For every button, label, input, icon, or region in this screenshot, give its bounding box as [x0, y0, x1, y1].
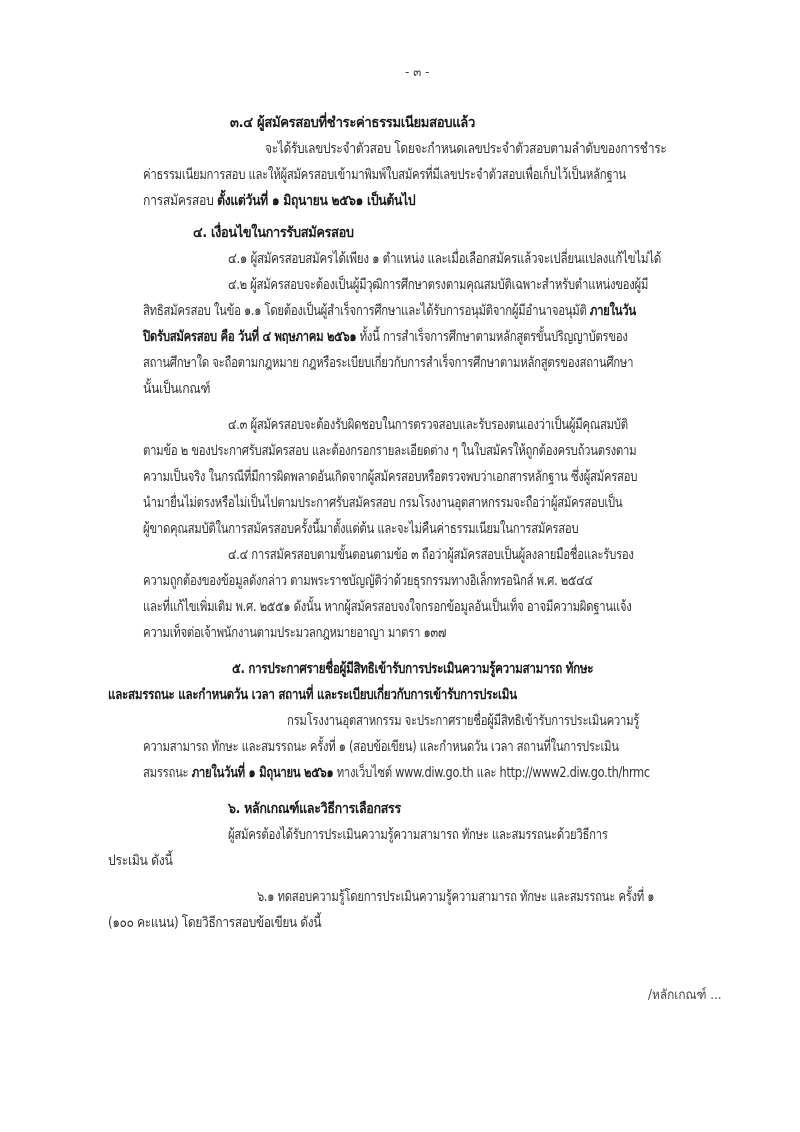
section-5-text: สมรรถนะ — [143, 765, 192, 781]
section-5-body: กรมโรงงานอุตสาหกรรม จะประกาศรายชื่อผู้มีสิทธิเข้ารับการประเมินความรู้ — [287, 713, 640, 729]
item-4-2-line — [143, 327, 628, 347]
section-6-body: ผู้สมัครต้องได้รับการประเมินความรู้ความสามารถ ทักษะ และสมรรถนะด้วยวิธีการ — [228, 827, 608, 843]
item-6-1-line: ๖.๑ ทดสอบความรู้โดยการประเมินความรู้ความสามารถ ทักษะ และสมรรถนะ ครั้งที่ ๑ — [257, 889, 655, 905]
page-number: - ๓ - — [405, 65, 430, 79]
section-3-4-line: ค่าธรรมเนียมการสอบ และให้ผู้สมัครสอบเข้ามาพิมพ์ใบสมัครที่มีเลขประจำตัวสอบเพื่อเก็บไว้เป็นหลักฐาน — [143, 167, 626, 183]
section-3-4-heading: ๓.๔ ผู้สมัครสอบที่ชำระค่าธรรมเนียมสอบแล้ว — [230, 115, 475, 131]
item-4-2-text: ทั้งนี้ การสำเร็จการศึกษาตามหลักสูตรขั้นปริญญาบัตรของ — [356, 329, 628, 345]
section-5-heading: และสมรรถนะ และกำหนดวัน เวลา สถานที่ และระเบียบเกี่ยวกับการเข้ารับการประเมิน — [108, 687, 517, 703]
item-4-1: ๔.๑ ผู้สมัครสอบสมัครได้เพียง ๑ ตำแหน่ง และเมื่อเลือกสมัครแล้วจะเปลี่ยนแปลงแก้ไขไม่ได้ — [228, 251, 662, 267]
section-6-body: ประเมิน ดังนี้ — [108, 853, 173, 869]
item-4-2-line: ๔.๒ ผู้สมัครสอบจะต้องเป็นผู้มีวุฒิการศึกษาตรงตามคุณสมบัติเฉพาะสำหรับตำแหน่งของผู้มี — [228, 277, 649, 293]
section-6-heading: ๖. หลักเกณฑ์และวิธีการเลือกสรร — [228, 801, 401, 817]
item-4-3-line: ๔.๓ ผู้สมัครสอบจะต้องรับผิดชอบในการตรวจสอบและรับรองตนเองว่าเป็นผู้มีคุณสมบัติ — [228, 417, 628, 433]
item-4-2-line: สถานศึกษาใด จะถือตามกฎหมาย กฎหรือระเบียบเกี่ยวกับการสำเร็จการศึกษาตามหลักสูตรของสถานศึกษา — [143, 355, 634, 371]
item-4-3-line: นำมายื่นไม่ตรงหรือไม่เป็นไปตามประกาศรับสมัครสอบ กรมโรงงานอุตสาหกรรมจะถือว่าผู้สมัครสอบเป็น — [143, 495, 623, 511]
section-5-body: ความสามารถ ทักษะ และสมรรถนะ ครั้งที่ ๑ (สอบข้อเขียน) และกำหนดวัน เวลา สถานที่ในการประเมิน — [143, 739, 619, 755]
item-4-3-line: ความเป็นจริง ในกรณีที่มีการผิดพลาดอันเกิดจากผู้สมัครสอบหรือตรวจพบว่าเอกสารหลักฐาน ซึ่งผู้สมัครสอบ — [143, 469, 638, 485]
section-5-date-highlight: ภายในวันที่ ๑ มิถุนายน ๒๕๖๑ — [191, 765, 334, 781]
item-4-2-deadline-highlight: ภายในวัน — [589, 303, 636, 319]
item-4-4-line: และที่แก้ไขเพิ่มเติม พ.ศ. ๒๕๕๑ ดังนั้น หากผู้สมัครสอบจงใจกรอกข้อมูลอันเป็นเท็จ อาจมีความผิดฐานแจ้ง — [143, 599, 632, 615]
section-3-4-line: จะได้รับเลขประจำตัวสอบ โดยจะกำหนดเลขประจำตัวสอบตามลำดับของการชำระ — [265, 141, 667, 157]
continuation-marker: /หลักเกณฑ์ ... — [648, 987, 722, 1003]
section-5-heading: ๕. การประกาศรายชื่อผู้มีสิทธิเข้ารับการประเมินความรู้ความสามารถ ทักษะ — [232, 661, 594, 677]
item-4-2-line — [143, 301, 636, 321]
item-6-1-line: (๑๐๐ คะแนน) โดยวิธีการสอบข้อเขียน ดังนี้ — [108, 915, 322, 931]
item-4-2-deadline-highlight: ปิดรับสมัครสอบ คือ วันที่ ๔ พฤษภาคม ๒๕๖๑ — [143, 329, 357, 345]
section-3-4-text: การสมัครสอบ — [143, 193, 218, 209]
item-4-3-line: ผู้ขาดคุณสมบัติในการสมัครสอบครั้งนี้มาตั้งแต่ต้น และจะไม่คืนค่าธรรมเนียมในการสมัครสอบ — [143, 521, 579, 537]
section-4-heading: ๔. เงื่อนไขในการรับสมัครสอบ — [193, 225, 354, 241]
item-4-4-line: ความเท็จต่อเจ้าพนักงานตามประมวลกฎหมายอาญา มาตรา ๑๓๗ — [143, 625, 447, 641]
item-4-2-text: สิทธิสมัครสอบ ในข้อ ๑.๑ โดยต้องเป็นผู้สำเร็จการศึกษาและได้รับการอนุมัติจากผู้มีอำนาจอนุมัติ — [143, 303, 590, 319]
item-4-4-line: ๔.๔ การสมัครสอบตามขั้นตอนตามข้อ ๓ ถือว่าผู้สมัครสอบเป็นผู้ลงลายมือชื่อและรับรอง — [228, 547, 634, 563]
item-4-4-line: ความถูกต้องของข้อมูลดังกล่าว ตามพระราชบัญญัติว่าด้วยธุรกรรมทางอิเล็กทรอนิกส์ พ.ศ. ๒๕๔๔ — [143, 573, 593, 589]
section-3-4-last-line — [143, 191, 415, 211]
item-4-2-line: นั้นเป็นเกณฑ์ — [143, 381, 211, 397]
item-4-3-line: ตามข้อ ๒ ของประกาศรับสมัครสอบ และต้องกรอกรายละเอียดต่าง ๆ ในใบสมัครให้ถูกต้องครบถ้วนตรงตาม — [143, 443, 637, 459]
section-5-body — [143, 763, 650, 783]
section-5-websites: ทางเว็บไซต์ www.diw.go.th และ http://www2.diw.go.th/hrmc — [333, 765, 650, 781]
section-3-4-date-highlight: ตั้งแต่วันที่ ๑ มิถุนายน ๒๕๖๑ เป็นต้นไป — [217, 193, 416, 209]
